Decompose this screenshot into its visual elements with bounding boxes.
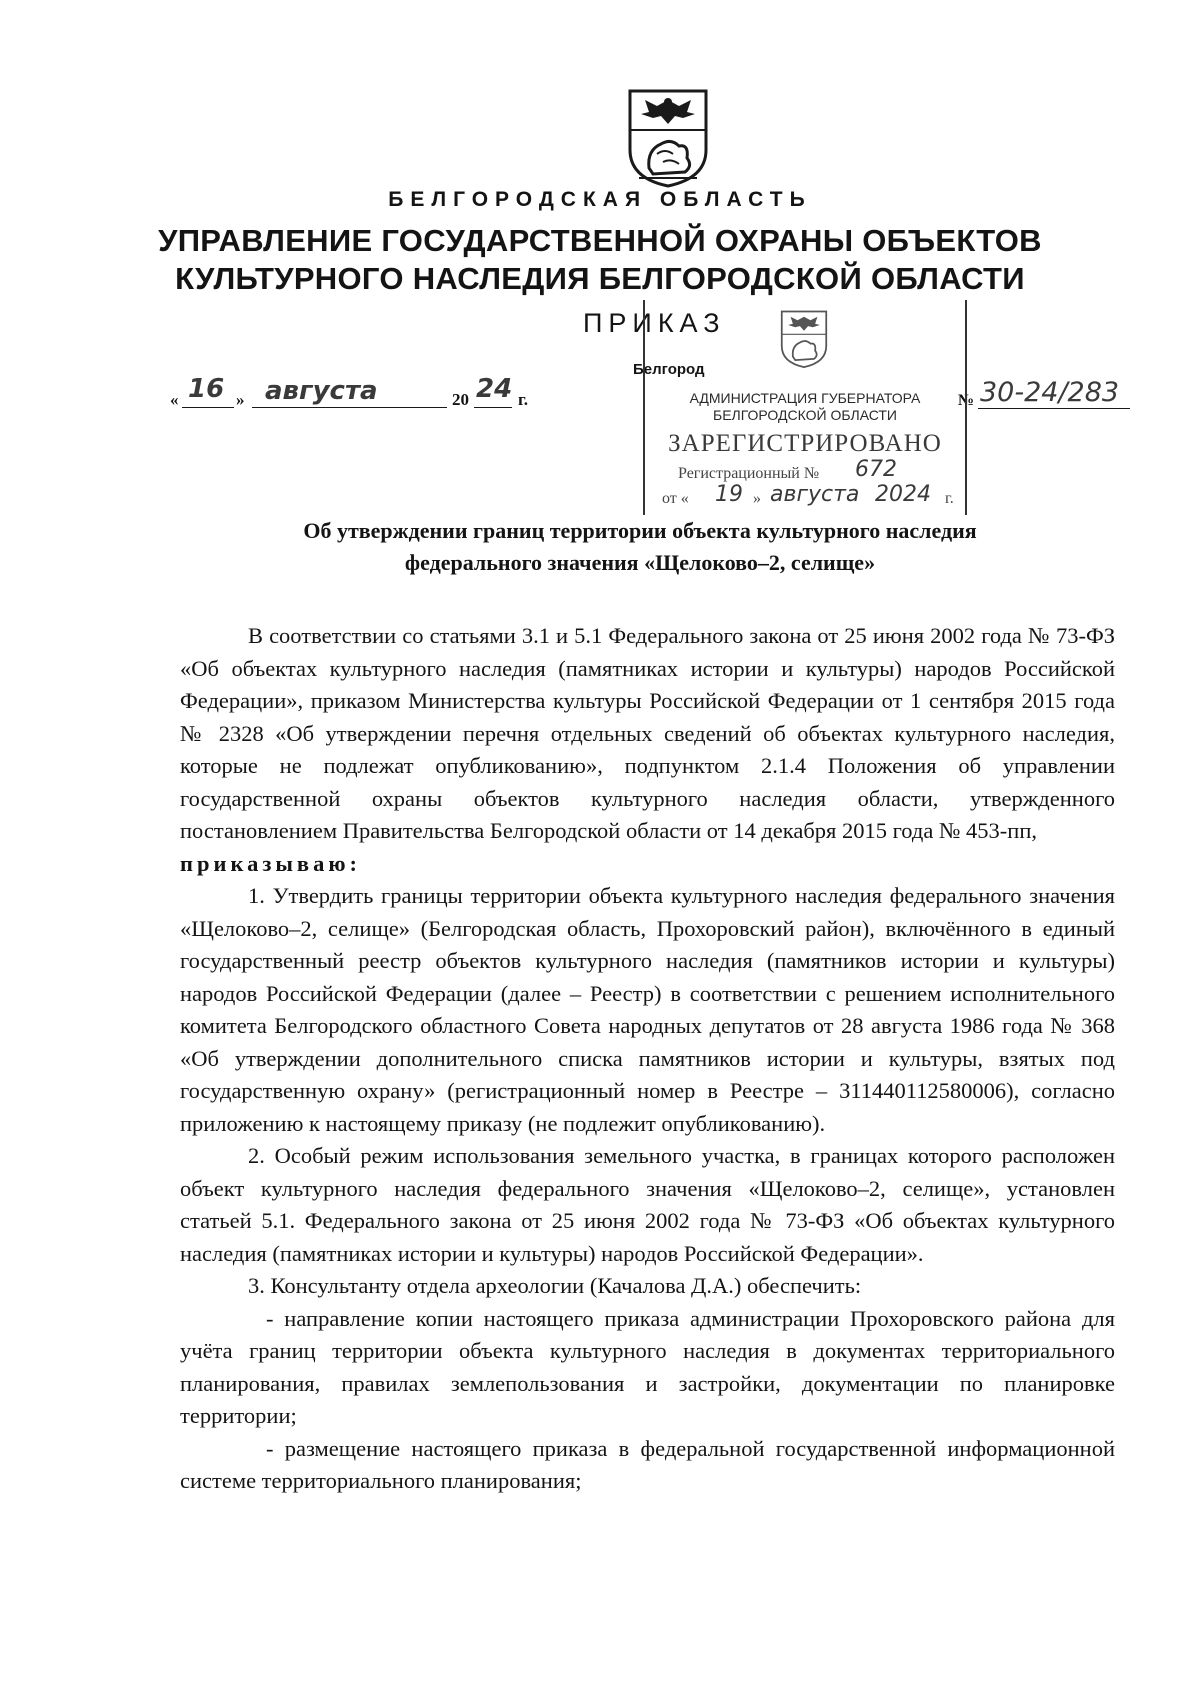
coat-of-arms-emblem bbox=[627, 88, 709, 188]
document-type: ПРИКАЗ bbox=[583, 308, 726, 338]
date-close-quote: » bbox=[236, 390, 245, 409]
item-3-subitem-1: - направление копии настоящего приказа администрации Прохоровского района для учёта границ территории объекта культурного наследия в документах территориального планирования, правилах землепользования и застройки, документации по планировке территории; bbox=[180, 1305, 1115, 1428]
order-word: приказываю: bbox=[180, 850, 362, 876]
date-month-handwritten: августа bbox=[265, 376, 378, 406]
document-number-label: № bbox=[958, 392, 975, 409]
stamp-day-handwritten: 19 bbox=[715, 482, 743, 507]
stamp-date-quote: » bbox=[753, 490, 761, 507]
document-body bbox=[180, 620, 1115, 1498]
stamp-reg-number-handwritten: 672 bbox=[855, 457, 897, 482]
stamp-status: ЗАРЕГИСТРИРОВАНО bbox=[668, 430, 942, 457]
item-2-paragraph: 2. Особый режим использования земельного участка, в границах которого расположен объект культурного наследия федерального значения «Щелоково–2, селище», установлен статьей 5.1. Федерального закона от 25 июня 2002 года № 73-ФЗ «Об объектах культурного наследия (памятниках истории и культуры) народов Российской Федерации». bbox=[180, 1143, 1115, 1266]
stamp-from-label: от « bbox=[662, 490, 689, 507]
item-3-paragraph: 3. Консультанту отдела археологии (Качалова Д.А.) обеспечить: bbox=[248, 1273, 862, 1298]
stamp-org-line1: АДМИНИСТРАЦИЯ ГУБЕРНАТОРА bbox=[689, 390, 921, 406]
document-title bbox=[200, 515, 1080, 579]
stamp-reg-label: Регистрационный № bbox=[678, 465, 820, 482]
registration-stamp bbox=[643, 300, 967, 515]
stamp-month-handwritten: августа bbox=[770, 482, 860, 507]
stamp-year-handwritten: 2024 bbox=[875, 482, 931, 507]
agency-name-line1: УПРАВЛЕНИЕ ГОСУДАРСТВЕННОЙ ОХРАНЫ ОБЪЕКТОВ bbox=[158, 223, 1042, 258]
date-year-mark: г. bbox=[518, 390, 529, 409]
item-1-paragraph: 1. Утвердить границы территории объекта культурного наследия федерального значения «Щелоково–2, селище» (Белгородская область, Прохоровский район), включённого в единый государственный реестр объектов культурного наследия (памятников истории и культуры) народов Российской Федерации (далее – Реестр) в соответствии с решением исполнительного комитета Белгородского областного Совета народных депутатов от 28 августа 1986 года № 368 «Об утверждении дополнительного списка памятников истории и культуры, взятых под государственную охрану» (регистрационный номер в Реестре – 311440112580006), согласно приложению к настоящему приказу (не подлежит опубликованию). bbox=[180, 883, 1115, 1136]
document-number-handwritten: 30-24/283 bbox=[980, 377, 1120, 408]
title-line1: Об утверждении границ территории объекта культурного наследия bbox=[303, 518, 977, 543]
agency-name bbox=[0, 222, 1200, 298]
region-name: БЕЛГОРОДСКАЯ ОБЛАСТЬ bbox=[388, 188, 812, 211]
stamp-org-line2: БЕЛГОРОДСКОЙ ОБЛАСТИ bbox=[713, 407, 897, 423]
item-3-subitem-2: - размещение настоящего приказа в федеральной государственной информационной системе территориального планирования; bbox=[180, 1435, 1115, 1493]
title-line2: федерального значения «Щелоково–2, селище» bbox=[404, 550, 876, 575]
date-day-handwritten: 16 bbox=[188, 374, 225, 404]
date-year-prefix: 20 bbox=[452, 390, 469, 409]
preamble-paragraph: В соответствии со статьями 3.1 и 5.1 Федерального закона от 25 июня 2002 года № 73-ФЗ «Об объектах культурного наследия (памятниках истории и культуры) народов Российской Федерации», приказом Министерства культуры Российской Федерации от 1 сентября 2015 года № 2328 «Об утверждении перечня отдельных сведений об объектах культурного наследия, которые не подлежат опубликованию», подпунктом 2.1.4 Положения об управлении государственной охраны объектов культурного наследия области, утвержденного постановлением Правительства Белгородской области от 14 декабря 2015 года № 453-пп, bbox=[180, 623, 1115, 843]
agency-name-line2: КУЛЬТУРНОГО НАСЛЕДИЯ БЕЛГОРОДСКОЙ ОБЛАСТИ bbox=[175, 261, 1025, 296]
date-open-quote: « bbox=[170, 390, 179, 409]
city-name: Белгород bbox=[633, 361, 705, 378]
stamp-organization bbox=[645, 390, 965, 424]
stamp-emblem-icon bbox=[780, 308, 828, 370]
stamp-year-mark: г. bbox=[945, 490, 954, 507]
document-date bbox=[170, 374, 550, 410]
date-year-handwritten: 24 bbox=[476, 374, 513, 404]
